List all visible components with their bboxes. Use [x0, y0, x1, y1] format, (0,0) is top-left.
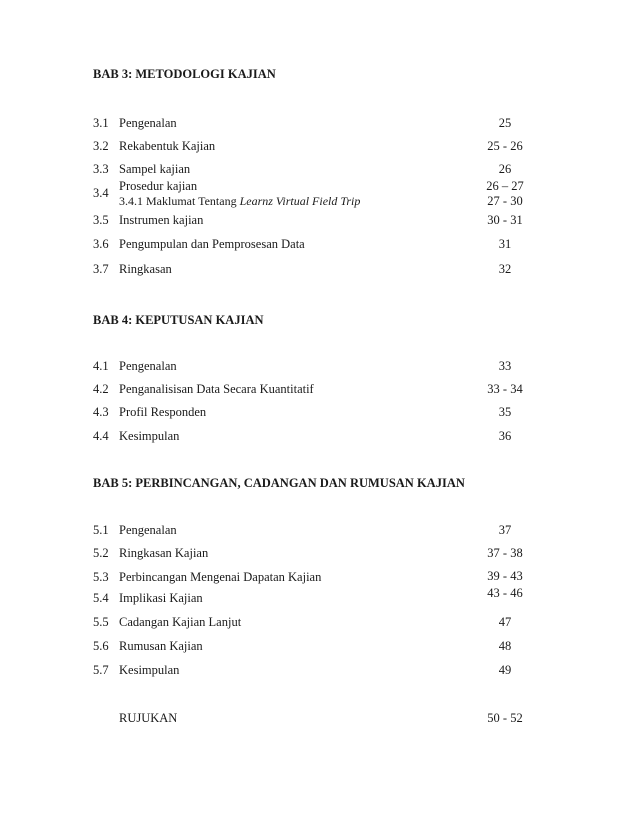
toc-page: 43 - 46 [487, 586, 523, 600]
toc-number: 3.1 [93, 116, 109, 130]
toc-label[interactable]: Pengenalan [119, 523, 177, 537]
toc-number: 5.6 [93, 639, 109, 653]
toc-page: 31 [498, 237, 512, 251]
toc-label[interactable]: Prosedur kajian [119, 179, 198, 193]
toc-label[interactable]: Profil Responden [119, 405, 207, 419]
toc-page: 33 [498, 359, 512, 373]
chapter-heading-bab5: BAB 5: PERBINCANGAN, CADANGAN DAN RUMUSAN KAJIAN [93, 476, 465, 490]
toc-page: 37 [498, 523, 512, 537]
toc-label[interactable]: Rekabentuk Kajian [119, 139, 216, 153]
toc-label[interactable]: Pengumpulan dan Pemprosesan Data [119, 237, 305, 251]
toc-page: 26 – 27 [486, 179, 524, 193]
toc-page: 35 [498, 405, 512, 419]
toc-label[interactable]: Perbincangan Mengenai Dapatan Kajian [119, 570, 322, 584]
toc-page: 39 - 43 [487, 569, 523, 583]
toc-number: 4.4 [93, 429, 109, 443]
toc-page: 25 - 26 [487, 139, 523, 153]
toc-number: 5.5 [93, 615, 109, 629]
toc-page: 25 [498, 116, 512, 130]
toc-page: 37 - 38 [487, 546, 523, 560]
toc-page: 26 [498, 162, 512, 176]
toc-label[interactable]: Instrumen kajian [119, 213, 204, 227]
chapter-heading-bab4: BAB 4: KEPUTUSAN KAJIAN [93, 313, 264, 327]
toc-label[interactable]: Sampel kajian [119, 162, 191, 176]
toc-label[interactable]: Kesimpulan [119, 663, 180, 677]
toc-sublabel-3-4-1[interactable]: 3.4.1 Maklumat Tentang Learnz Virtual Field Trip [119, 194, 361, 208]
toc-sublabel-italic: Learnz Virtual Field Trip [239, 194, 361, 208]
toc-label[interactable]: Implikasi Kajian [119, 591, 203, 605]
toc-number: 4.2 [93, 382, 109, 396]
toc-number: 3.6 [93, 237, 109, 251]
toc-label[interactable]: Pengenalan [119, 116, 177, 130]
toc-label[interactable]: Rumusan Kajian [119, 639, 203, 653]
toc-number: 4.3 [93, 405, 109, 419]
toc-number: 3.2 [93, 139, 109, 153]
toc-page: 32 [498, 262, 512, 276]
toc-page: 36 [498, 429, 512, 443]
toc-number: 3.7 [93, 262, 109, 276]
toc-label[interactable]: Cadangan Kajian Lanjut [119, 615, 242, 629]
toc-label[interactable]: Ringkasan Kajian [119, 546, 209, 560]
toc-number: 3.4 [93, 186, 109, 200]
toc-number: 5.2 [93, 546, 109, 560]
toc-page: 48 [498, 639, 512, 653]
toc-number: 5.4 [93, 591, 109, 605]
toc-label[interactable]: Ringkasan [119, 262, 172, 276]
toc-page: 27 - 30 [487, 194, 523, 208]
toc-number: 5.1 [93, 523, 109, 537]
toc-label[interactable]: Kesimpulan [119, 429, 180, 443]
toc-label[interactable]: Penganalisisan Data Secara Kuantitatif [119, 382, 314, 396]
toc-number: 4.1 [93, 359, 109, 373]
toc-number: 5.7 [93, 663, 109, 677]
toc-label[interactable]: Pengenalan [119, 359, 177, 373]
toc-label-rujukan[interactable]: RUJUKAN [119, 711, 178, 725]
toc-number: 5.3 [93, 570, 109, 584]
chapter-heading-bab3: BAB 3: METODOLOGI KAJIAN [93, 67, 276, 81]
toc-page: 33 - 34 [487, 382, 523, 396]
toc-page: 47 [498, 615, 512, 629]
toc-number: 3.3 [93, 162, 109, 176]
toc-page: 30 - 31 [487, 213, 523, 227]
toc-page: 49 [498, 663, 512, 677]
toc-number: 3.5 [93, 213, 109, 227]
toc-page: 50 - 52 [487, 711, 523, 725]
